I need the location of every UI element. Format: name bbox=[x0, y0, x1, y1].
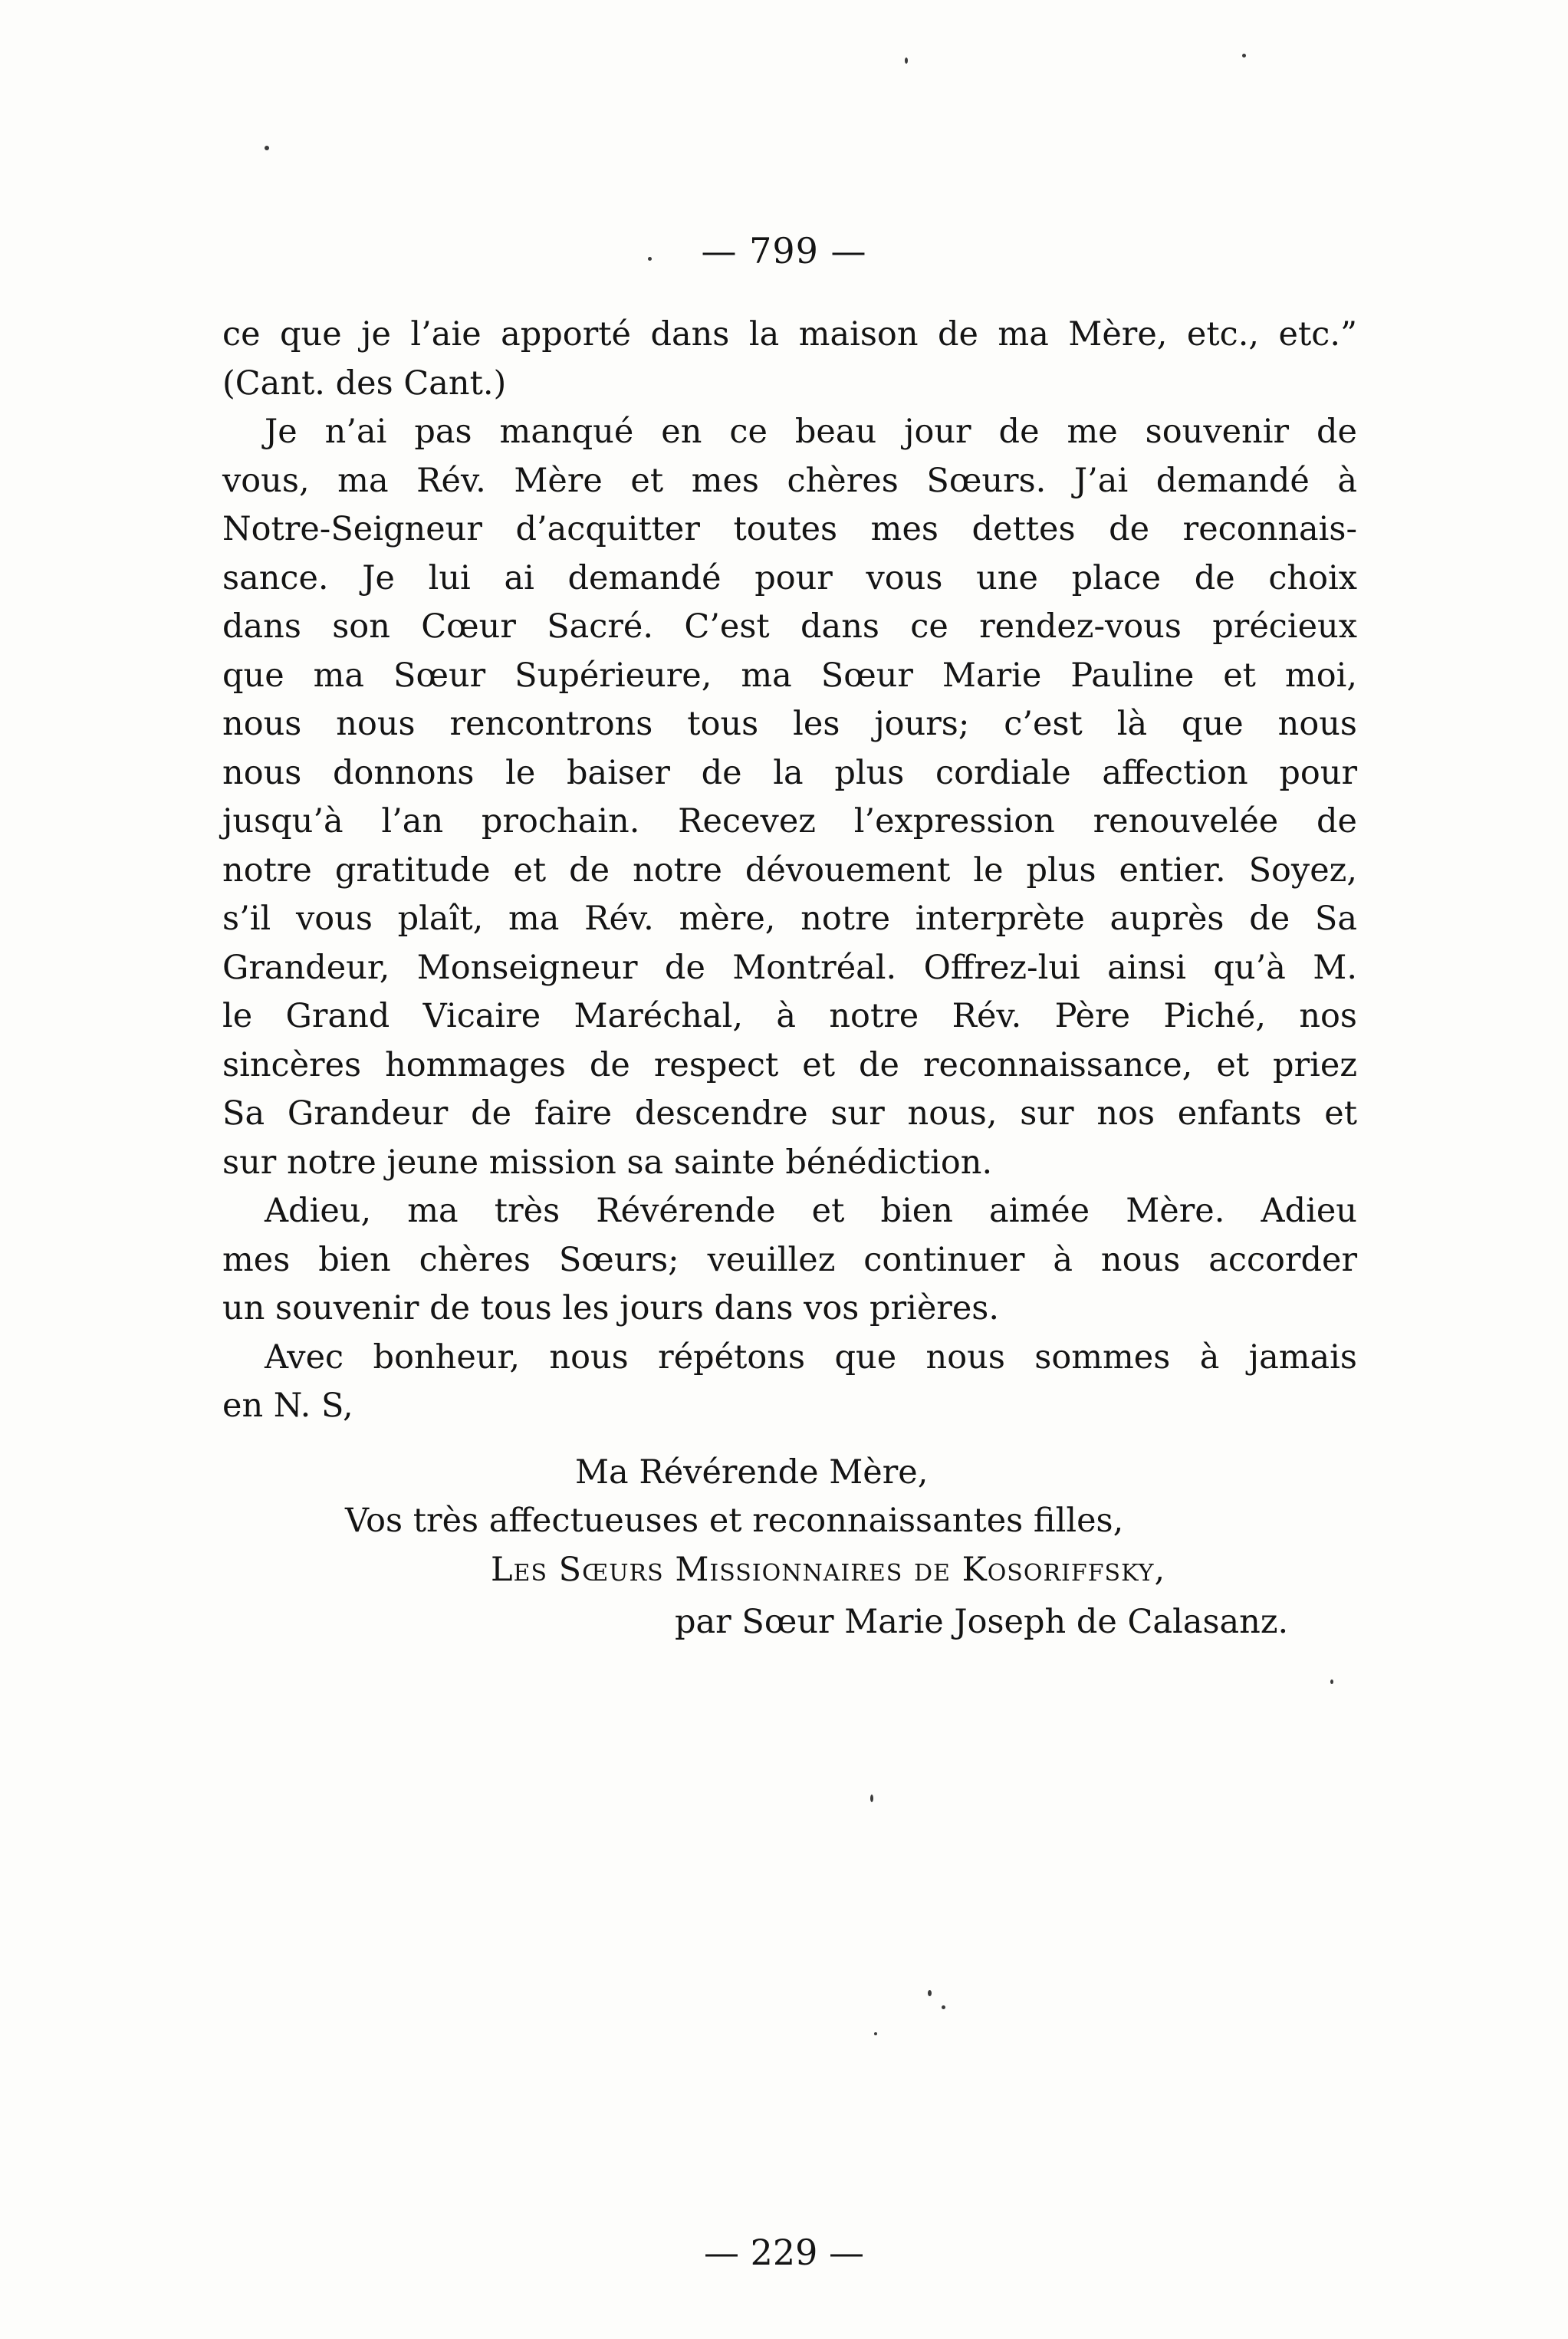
body-line-11: jusqu’à l’an prochain. Recevez l’expression renouvelée de bbox=[222, 802, 1357, 841]
body-line-22: Avec bonheur, nous répétons que nous sommes à jamais bbox=[265, 1337, 1357, 1377]
header-page-number: — 799 — bbox=[701, 230, 867, 271]
body-line-5: Notre-Seigneur d’acquitter toutes mes dettes de reconnais- bbox=[222, 510, 1357, 548]
body-line-15: le Grand Vicaire Maréchal, à notre Rév. Père Piché, nos bbox=[222, 997, 1357, 1035]
body-line-4: vous, ma Rév. Mère et mes chères Sœurs. J’ai demandé à bbox=[222, 461, 1357, 500]
scan-speck bbox=[942, 2005, 945, 2009]
body-line-1: ce que je l’aie apporté dans la maison de ma Mère, etc., etc.” bbox=[222, 315, 1357, 354]
scan-speck bbox=[1330, 1679, 1333, 1684]
closing-signer: par Sœur Marie Joseph de Calasanz. bbox=[675, 1603, 1289, 1641]
scan-speck bbox=[1242, 54, 1246, 58]
scan-speck bbox=[928, 1990, 932, 1996]
body-line-9: nous nous rencontrons tous les jours; c’est là que nous bbox=[222, 705, 1357, 743]
body-line-13: s’il vous plaît, ma Rév. mère, notre interprète auprès de Sa bbox=[222, 900, 1357, 938]
body-line-7: dans son Cœur Sacré. C’est dans ce rendez-vous précieux bbox=[222, 607, 1357, 646]
footer-page-number: — 229 — bbox=[703, 2232, 865, 2273]
closing-salutation: Ma Révérende Mère, bbox=[575, 1453, 929, 1492]
body-line-18: sur notre jeune mission sa sainte bénédiction. bbox=[222, 1143, 993, 1182]
body-line-23: en N. S, bbox=[222, 1387, 353, 1425]
scan-speck bbox=[870, 1795, 873, 1802]
body-line-17: Sa Grandeur de faire descendre sur nous, sur nos enfants et bbox=[222, 1094, 1357, 1133]
scan-speck bbox=[648, 257, 652, 261]
closing-signature: Les Sœurs Missionnaires de Kosoriffsky, bbox=[491, 1551, 1166, 1589]
body-line-21: un souvenir de tous les jours dans vos prières. bbox=[222, 1289, 1000, 1327]
body-line-14: Grandeur, Monseigneur de Montréal. Offrez-lui ainsi qu’à M. bbox=[222, 948, 1357, 987]
closing-daughters: Vos très affectueuses et reconnaissantes filles, bbox=[345, 1502, 1124, 1540]
scan-speck bbox=[874, 2032, 877, 2035]
scan-speck bbox=[265, 146, 269, 150]
body-line-3: Je n’ai pas manqué en ce beau jour de me souvenir de bbox=[265, 413, 1357, 451]
body-line-16: sincères hommages de respect et de reconnaissance, et priez bbox=[222, 1045, 1357, 1084]
body-line-19: Adieu, ma très Révérende et bien aimée Mère. Adieu bbox=[265, 1192, 1357, 1230]
body-line-6: sance. Je lui ai demandé pour vous une place de choix bbox=[222, 558, 1357, 597]
body-line-8: que ma Sœur Supérieure, ma Sœur Marie Pauline et moi, bbox=[222, 656, 1357, 695]
letter-body bbox=[222, 311, 1357, 1431]
body-line-10: nous donnons le baiser de la plus cordiale affection pour bbox=[222, 753, 1357, 792]
body-line-12: notre gratitude et de notre dévouement le plus entier. Soyez, bbox=[222, 850, 1357, 890]
scan-speck bbox=[905, 58, 908, 64]
body-line-2: (Cant. des Cant.) bbox=[222, 364, 507, 403]
body-line-20: mes bien chères Sœurs; veuillez continuer à nous accorder bbox=[222, 1240, 1357, 1279]
